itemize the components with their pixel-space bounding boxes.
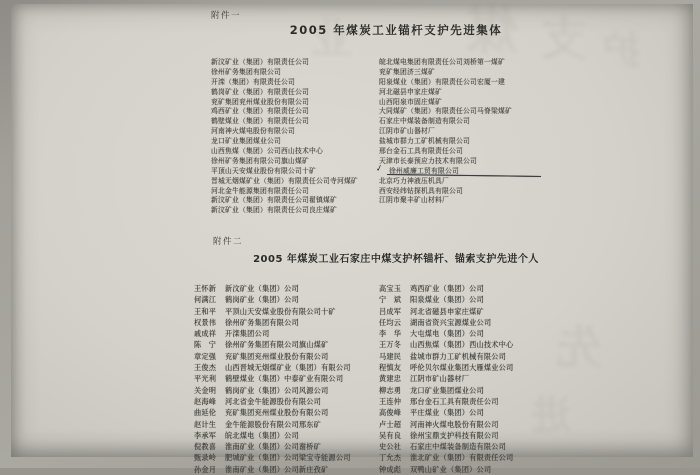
bleed-through-mark: 业 bbox=[311, 14, 354, 63]
person-organization: 徐州矿务集团有限公司旗山煤矿 bbox=[225, 340, 329, 350]
attachment-2-label: 附件二 bbox=[213, 237, 244, 247]
person-organization: 鸡西矿业（集团）公司 bbox=[410, 284, 484, 293]
person-organization: 肥城矿业（集团）公司梁宝寺能源公司 bbox=[225, 453, 351, 463]
person-name: 李 华 bbox=[379, 329, 402, 339]
collective-item: 阳泉煤业（集团）有限责任公司宏厦一建 bbox=[379, 77, 505, 86]
collective-item: 江阴市聚丰矿山材料厂 bbox=[379, 196, 449, 205]
section-1-title: 2005 年煤炭工业锚杆支护先进集体 bbox=[289, 23, 503, 37]
person-organization: 石家庄中煤装备制造有限公司 bbox=[410, 442, 507, 452]
individual-item bbox=[379, 294, 589, 305]
person-name: 倪教喜 bbox=[194, 442, 217, 452]
individual-item bbox=[379, 419, 589, 430]
collective-item: 徐州矿务集团有限公司 bbox=[211, 67, 281, 76]
person-organization: 湖南省资兴宝源煤业公司 bbox=[410, 317, 492, 327]
person-name: 王和平 bbox=[194, 306, 217, 316]
person-name: 李承军 bbox=[194, 430, 217, 440]
person-name: 关金明 bbox=[194, 385, 217, 395]
individual-item bbox=[379, 317, 589, 328]
collective-item: 天津市长泰预应力技术有限公司 bbox=[379, 156, 477, 165]
person-name: 权景伟 bbox=[194, 317, 217, 327]
collective-item: 山西阳泉市固庄煤矿 bbox=[379, 97, 442, 106]
collective-item: 河北磁县申家庄煤矿 bbox=[379, 87, 442, 96]
person-name: 吕成军 bbox=[379, 306, 402, 316]
collective-item: 鸡西矿业（集团）有限责任公司 bbox=[211, 107, 309, 116]
person-name: 史公社 bbox=[379, 442, 402, 452]
person-name: 赵海峰 bbox=[194, 396, 217, 406]
individual-item bbox=[379, 385, 589, 396]
collective-item: 皖北煤电集团有限责任公司刘桥第一煤矿 bbox=[379, 58, 505, 66]
person-organization: 山西焦煤（集团）西山技术中心 bbox=[410, 340, 514, 350]
individuals-right-column bbox=[379, 283, 589, 475]
individual-item bbox=[379, 373, 589, 384]
individual-item bbox=[194, 306, 384, 317]
person-organization: 河南神火煤电股份有限公司 bbox=[410, 419, 499, 429]
bleed-through-mark: 护 bbox=[603, 29, 642, 73]
person-name: 王万冬 bbox=[379, 340, 402, 350]
person-name: 高宝玉 bbox=[379, 284, 402, 293]
person-name: 黄建忠 bbox=[379, 374, 402, 384]
collective-item: 盐城市群力工矿机械有限公司 bbox=[379, 137, 470, 146]
collective-item: 平顶山天安煤业股份有限公司十矿 bbox=[211, 166, 316, 175]
collective-item: 山西焦煤（集团）公司西山技术中心 bbox=[211, 147, 323, 156]
person-name: 柳志勇 bbox=[379, 385, 402, 395]
person-name: 平光利 bbox=[194, 374, 217, 384]
bleed-through-mark: 支 bbox=[541, 12, 587, 66]
person-name: 宁 斌 bbox=[379, 295, 402, 305]
person-organization: 平庄煤业（集团）公司 bbox=[410, 408, 484, 418]
collective-item: 邢台金石工具有限责任公司 bbox=[379, 147, 463, 156]
collectives-left-column bbox=[211, 58, 383, 216]
collective-item: 兖矿集团济三煤矿 bbox=[379, 67, 435, 76]
collective-item: 鹤岗矿业（集团）有限责任公司 bbox=[211, 87, 309, 96]
person-organization: 阳泉煤业（集团）公司 bbox=[410, 295, 484, 305]
individual-item bbox=[379, 396, 589, 407]
person-organization: 金牛能源股份有限公司邢东矿 bbox=[225, 419, 322, 429]
person-organization: 河北省金牛能源股份有限公司 bbox=[225, 396, 322, 406]
person-name: 甄录岭 bbox=[194, 453, 217, 463]
attachment-1-label: 附件一 bbox=[211, 11, 242, 21]
person-name: 陈 宁 bbox=[194, 340, 217, 350]
collective-item: 兖矿集团兖州煤业股份有限公司 bbox=[211, 97, 309, 106]
individual-item bbox=[194, 351, 384, 362]
collective-item: 新汶矿业（集团）有限责任公司 bbox=[211, 58, 309, 66]
individual-item bbox=[379, 430, 589, 441]
collective-item: 河北金牛能源集团有限责任公司 bbox=[211, 186, 309, 195]
document-page bbox=[11, 2, 693, 474]
individual-item bbox=[194, 283, 384, 294]
person-organization: 邢台金石工具有限责任公司 bbox=[410, 396, 499, 406]
person-organization: 江阴市矿山器材厂 bbox=[410, 374, 470, 384]
collective-item: 开滦（集团）有限责任公司 bbox=[211, 77, 295, 86]
individual-item bbox=[194, 362, 384, 373]
individual-item bbox=[379, 407, 589, 418]
person-organization: 淮南矿业（集团）公司谢桥矿 bbox=[225, 442, 322, 452]
person-organization: 平顶山天安煤业股份有限公司十矿 bbox=[225, 306, 336, 316]
collective-item: 龙口矿业集团煤业公司 bbox=[211, 137, 281, 146]
collective-item: 徐州矿务集团有限公司旗山煤矿 bbox=[211, 156, 309, 165]
individual-item bbox=[379, 351, 589, 362]
individual-item bbox=[379, 306, 589, 317]
bleed-through-mark: 煤 bbox=[466, 2, 519, 62]
person-organization: 鹤岗矿业（集团）公司风源公司 bbox=[225, 385, 329, 395]
individual-item bbox=[194, 396, 384, 407]
individuals-left-column bbox=[194, 283, 384, 475]
individual-item bbox=[194, 339, 384, 350]
person-organization: 鹤岗矿业（集团）公司 bbox=[225, 295, 299, 305]
person-organization: 双鸭山矿业（集团）公司 bbox=[410, 464, 492, 474]
individual-item bbox=[194, 373, 384, 384]
collective-item: 新汶矿业（集团）有限责任公司翟镇煤矿 bbox=[211, 196, 337, 205]
handwritten-check-mark: ✓ bbox=[374, 163, 385, 175]
person-organization: 兖矿集团兖州煤业股份有限公司 bbox=[225, 351, 329, 361]
individual-item bbox=[379, 283, 589, 294]
collective-item: 江阴市矿山器材厂 bbox=[379, 127, 435, 136]
person-name: 王怀新 bbox=[194, 284, 217, 293]
collective-item: 北京巧力神液压机具厂 bbox=[379, 176, 449, 185]
person-name: 曲延伦 bbox=[194, 408, 217, 418]
individual-item bbox=[379, 441, 589, 452]
individual-item bbox=[194, 441, 384, 452]
person-organization: 开滦集团公司 bbox=[225, 329, 270, 339]
person-organization: 皖北煤电（集团）公司 bbox=[225, 430, 299, 440]
collective-item: 鹤壁煤业（集团）有限责任公司 bbox=[211, 117, 309, 126]
person-name: 马建民 bbox=[379, 351, 402, 361]
person-organization: 淮北矿业（集团）有限责任公司 bbox=[410, 453, 514, 463]
person-organization: 徐州宝鼎支护科技有限公司 bbox=[410, 430, 499, 440]
person-name: 高俊峰 bbox=[379, 408, 402, 418]
collective-item: 河南神火煤电股份有限公司 bbox=[211, 127, 295, 136]
individual-item bbox=[379, 328, 589, 339]
section-2-title: 2005 年煤炭工业石家庄中煤支护杯锚杆、锚索支护先进个人 bbox=[253, 254, 539, 265]
person-name: 章定强 bbox=[194, 351, 217, 361]
person-name: 孙金月 bbox=[194, 464, 217, 474]
person-name: 吴有良 bbox=[379, 430, 402, 440]
person-name: 王俊杰 bbox=[194, 363, 217, 373]
person-organization: 兖矿集团兖州煤业股份有限公司 bbox=[225, 408, 329, 418]
person-organization: 徐州矿务集团有限公司 bbox=[225, 317, 299, 327]
collectives-right-column bbox=[374, 58, 589, 206]
person-name: 丁允杰 bbox=[379, 453, 402, 463]
individual-item bbox=[194, 294, 384, 305]
person-name: 戚成祥 bbox=[194, 329, 217, 339]
person-name: 王连仲 bbox=[379, 396, 402, 406]
collective-item: 大同煤矿（集团）有限责任公司马脊梁煤矿 bbox=[379, 107, 512, 116]
bleed-through-mark: 先 bbox=[556, 320, 602, 374]
collective-item: ✓ 徐州威廉工贸有限公司 bbox=[379, 167, 589, 177]
person-organization: 河北省磁县申家庄煤矿 bbox=[410, 306, 484, 316]
individual-item bbox=[194, 317, 384, 328]
individual-item bbox=[194, 452, 384, 463]
individual-item bbox=[194, 419, 384, 430]
collective-item: 西安经纬钻探机具有限公司 bbox=[379, 186, 463, 195]
person-organization: 龙口矿业集团煤业公司 bbox=[410, 385, 484, 395]
person-organization: 大屯煤电（集团）公司 bbox=[410, 329, 484, 339]
individual-item bbox=[194, 328, 384, 339]
person-name: 赵计生 bbox=[194, 419, 217, 429]
individual-item bbox=[379, 464, 589, 475]
individual-item bbox=[194, 464, 384, 475]
individual-item bbox=[379, 452, 589, 463]
individual-item bbox=[379, 362, 589, 373]
individual-item bbox=[194, 385, 384, 396]
individual-item bbox=[379, 339, 589, 350]
person-organization: 鹤壁煤业（集团）中泰矿业有限公司 bbox=[225, 374, 344, 384]
person-organization: 山西晋城无烟煤矿业（集团）有限公司 bbox=[225, 363, 351, 373]
person-organization: 呼伦贝尔煤业集团大雁煤业公司 bbox=[410, 363, 514, 373]
person-name: 任均云 bbox=[379, 317, 402, 327]
collective-item: 石家庄中煤装备制造有限公司 bbox=[379, 117, 470, 126]
person-name: 程慎友 bbox=[379, 363, 402, 373]
person-organization: 盐城市群力工矿机械有限公司 bbox=[410, 351, 507, 361]
collective-item: 晋城无烟煤矿业（集团）有限责任公司寺河煤矿 bbox=[211, 176, 358, 185]
collective-item: 新汶矿业（集团）有限责任公司良庄煤矿 bbox=[211, 206, 337, 215]
person-organization: 新汶矿业（集团）公司 bbox=[225, 284, 299, 293]
person-name: 卢士超 bbox=[379, 419, 402, 429]
person-name: 钟成彪 bbox=[379, 464, 402, 474]
person-organization: 淮南矿业（集团）公司新庄孜矿 bbox=[225, 464, 329, 474]
bleed-through-mark: 进 bbox=[531, 393, 571, 439]
individual-item bbox=[194, 407, 384, 418]
person-name: 何满江 bbox=[194, 295, 217, 305]
individual-item bbox=[194, 430, 384, 441]
